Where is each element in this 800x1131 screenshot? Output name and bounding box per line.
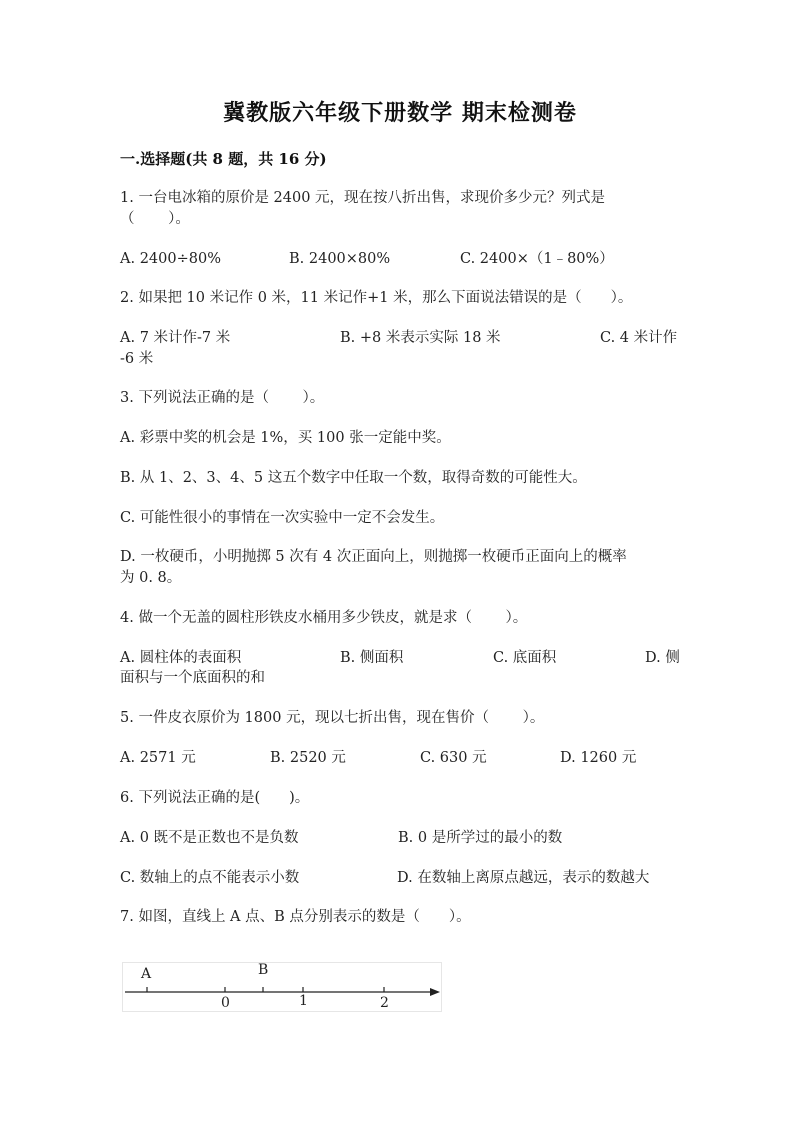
- q5-option-d: D. 1260 元: [560, 750, 637, 766]
- q2-option-a: A. 7 米计作-7 米: [120, 330, 231, 346]
- q1-option-c: C. 2400×（1﹣80%）: [460, 251, 614, 267]
- number-line-arrow: [430, 988, 440, 996]
- point-a-label: A: [141, 966, 152, 982]
- q4-option-c: C. 底面积: [493, 650, 557, 666]
- q6-stem: 6. 下列说法正确的是( )。: [120, 790, 310, 806]
- number-line-svg: [122, 962, 442, 1012]
- q6-option-c: C. 数轴上的点不能表示小数: [120, 870, 300, 886]
- q3-stem: 3. 下列说法正确的是（ ）。: [120, 390, 325, 406]
- q6-option-d: D. 在数轴上离原点越远，表示的数越大: [397, 870, 650, 886]
- q5-option-b: B. 2520 元: [270, 750, 346, 766]
- q4-stem: 4. 做一个无盖的圆柱形铁皮水桶用多少铁皮，就是求（ ）。: [120, 610, 528, 626]
- q2-option-b: B. +8 米表示实际 18 米: [340, 330, 501, 346]
- q3-option-c: C. 可能性很小的事情在一次实验中一定不会发生。: [120, 510, 445, 526]
- q3-option-a: A. 彩票中奖的机会是 1%，买 100 张一定能中奖。: [120, 430, 451, 446]
- q2-option-c-cont: -6 米: [120, 351, 154, 367]
- point-b-label: B: [258, 962, 269, 978]
- q4-option-d: D. 侧: [645, 650, 680, 666]
- q3-option-b: B. 从 1、2、3、4、5 这五个数字中任取一个数，取得奇数的可能性大。: [120, 470, 587, 486]
- q2-stem: 2. 如果把 10 米记作 0 米，11 米记作+1 米，那么下面说法错误的是（ ）。: [120, 290, 633, 306]
- q5-option-c: C. 630 元: [420, 750, 487, 766]
- q3-option-d-line2: 为 0. 8。: [120, 570, 182, 586]
- q4-option-b: B. 侧面积: [340, 650, 404, 666]
- q6-option-b: B. 0 是所学过的最小的数: [398, 830, 563, 846]
- q4-option-a: A. 圆柱体的表面积: [120, 650, 242, 666]
- q1-stem-line2: （ ）。: [120, 211, 190, 227]
- tick-2-label: 2: [380, 995, 389, 1011]
- q1-stem-line1: 1. 一台电冰箱的原价是 2400 元，现在按八折出售，求现价多少元？列式是: [120, 190, 606, 206]
- tick-1-label: 1: [299, 993, 308, 1009]
- number-line-figure: [122, 962, 442, 1012]
- q3-option-d-line1: D. 一枚硬币，小明抛掷 5 次有 4 次正面向上，则抛掷一枚硬币正面向上的概率: [120, 549, 627, 565]
- q5-option-a: A. 2571 元: [120, 750, 196, 766]
- q1-option-b: B. 2400×80%: [289, 251, 391, 267]
- section-heading: 一.选择题(共 8 题，共 16 分): [120, 150, 327, 168]
- page-title: 冀教版六年级下册数学 期末检测卷: [223, 100, 577, 126]
- q4-option-d-cont: 面积与一个底面积的和: [120, 670, 265, 686]
- q5-stem: 5. 一件皮衣原价为 1800 元，现以七折出售，现在售价（ ）。: [120, 710, 545, 726]
- q6-option-a: A. 0 既不是正数也不是负数: [120, 830, 299, 846]
- tick-0-label: 0: [221, 995, 230, 1011]
- q1-option-a: A. 2400÷80%: [120, 251, 221, 267]
- figure-border: [123, 963, 442, 1012]
- q2-option-c: C. 4 米计作: [600, 330, 678, 346]
- q7-stem: 7. 如图，直线上 A 点、B 点分别表示的数是（ ）。: [120, 909, 471, 925]
